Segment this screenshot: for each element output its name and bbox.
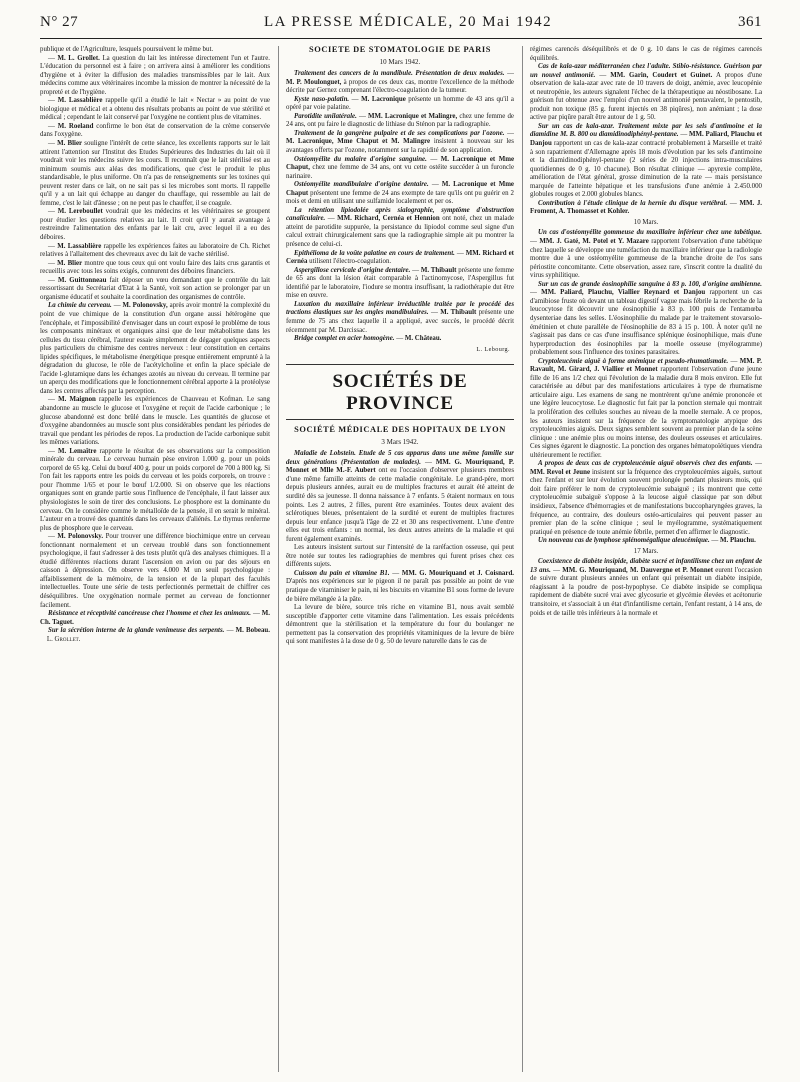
column-middle	[286, 46, 514, 1072]
paragraph: — M. Maignon rappelle les expériences de Chauveau et Kofman. Le sang abandonne au muscle le glucose et l'oxygène et reçoit de l'acide carbonique ; le glucose abandonné est donc brûlé dans le muscle. Les quantités de glucose et d'oxygène abandonnées au muscle sont plus considérables pendant les périodes de travail que pendant les périodes de repos. La production de l'acide carbonique subit les mêmes variations.	[40, 396, 270, 447]
paragraph: Sur la sécrétion interne de la glande venimeuse des serpents. — M. Bobeau. L. Grollet.	[46, 627, 270, 643]
paragraph: Contribution à l'étude clinique de la hernie du disque vertébral. — MM. J. Froment, A. Thomasset et Kohler.	[530, 199, 762, 216]
paragraph: Traitement des cancers de la mandibule. Présentation de deux malades. — M. P. Moulonguet, à propos de ces deux cas, montre l'excellence de la méthode décrite par Gernez comprenant l'électro-coagulation de la tumeur.	[286, 70, 514, 95]
paragraph: — M. Lereboullet voudrait que les médecins et les vétérinaires se groupent pour étudier les questions relatives au lait. Il croit qu'il y aurait avantage à restreindre l'alimentation des enfants par le lait cru, avec lequel il a eu des déboires.	[40, 208, 270, 242]
paragraph: — M. Lassablière rappelle les expériences faites au laboratoire de Ch. Richet relatives à l'allaitement des chevreaux avec du lait de vache stérilisé.	[40, 242, 270, 259]
paragraph: Un nouveau cas de lymphose splénomégalique aleucémique. — M. Plauchu.	[538, 537, 756, 545]
paragraph: Bridge complet en acier homogène. — M. Château.	[294, 335, 442, 343]
paragraph: Les auteurs insistent surtout sur l'intensité de la raréfaction osseuse, qui peut être notée sur toutes les radiographies de membres qui furent prises chez ces différents sujets.	[286, 544, 514, 569]
paragraph: Maladie de Lobstein. Etude de 5 cas apparus dans une même famille sur deux générations (Présentation de malades). — MM. G. Mouriquand, P. Monnet et Mlle M.-F. Aubert ont eu l'occasion d'observer plusieurs membres d'une même famille atteints de cette maladie congénitale. Le grand-père, mort depuis plusieurs années, aurait eu de multiples fractures et aurait été atteint de surdité dès sa jeunesse. Il donna naissance à 7 enfants. 5 étaient normaux en tous points. Les 2 autres, 2 filles, purent être examinées. Toutes deux avaient des sclérotiques bleues, présentaient de la surdité et eurent de multiples fractures depuis leur enfance jusqu'à l'âge de 22 et 30 ans respectivement. L'une d'entre elles eut trois enfants : un normal, les deux autres atteints de la maladie et qui furent également examinés.	[286, 450, 514, 543]
paragraph: Résistance et réceptivité cancéreuse chez l'homme et chez les animaux. — M. Ch. Taguet.	[40, 610, 270, 626]
section-title: SOCIÉTÉ DE STOMATOLOGIE DE PARIS	[309, 46, 491, 54]
section-date: 10 Mars 1942.	[379, 57, 421, 66]
paragraph: Cryptoleucémie aiguë à forme anémique et pseudo-rhumatismale. — MM. P. Ravault, M. Girard, J. Viallier et Monnet rapportent l'observation d'une jeune fille de 16 ans 1/2 chez qui l'évolution de la maladie dura 8 mois environ. Elle fut caractérisée au début par des manifestations articulaires à type de rhumatisme articulaire aigu. Les examens de sang ne montrèrent qu'une anémie prononcée et une légère leucocytose. Le diagnostic fut fait par la ponction sternale qui montrait la prolifération des cellules souches au niveau de la moelle sternale. A ce propos, les auteurs insistent sur la fréquence de la symptomatologie atypique des cryptoleucémies aiguës. Deux signes semblent souvent au premier plan de la scène clinique : une anémie plus ou moins intense, des douleurs osseuses et articulaires. Ces signes égarent le diagnostic. La ponction des organes hématopoïétiques viendra ultérieurement le rectifier.	[530, 357, 762, 459]
paragraph: — M. Polonovsky. Pour trouver une différence biochimique entre un cerveau fonctionnant normalement et un cerveau troublé dans son fonctionnement psychologique, il faut s'adresser à des tests plutôt qu'à des analyses chimiques. Il a étudié différentes réactions durant l'ascension en avion ou par des séjours en caisson à dépression. On observe vers 4.000 M un seuil psychologique : affaiblissement de la mémoire, de la tension et de la plupart des facultés intellectuelles. Toute une série de tests perfectionnés permettait de chiffrer ces déséquilibres. Une oxygénation normale permet au cerveau de fonctionner facilement.	[40, 533, 270, 609]
paragraph: — M. Guittonneau fait déposer un vœu demandant que le contrôle du lait ressortissant du Secrétariat d'Etat à la Santé, voit son action se prolonger par un organisme éducatif et souhaite la coordination des organismes de contrôle.	[40, 276, 270, 301]
section-date: 17 Mars.	[633, 547, 659, 555]
paragraph: — M. Roeland confirme le bon état de conservation de la crème conservée dans l'oxygène.	[40, 122, 270, 139]
paragraph: La levure de bière, source très riche en vitamine B1, nous avait semblé susceptible d'apporter cette vitamine dans l'alimentation. Les essais précédents démontrent que la stérilisation et la température du four du boulanger ne permettent pas la conservation des propriétés vitaminiques de la levure de bière qui sont manifestes à la dose de 0 g. 50 de levure naturelle dans le cas de	[286, 604, 514, 646]
issue-number: N° 27	[40, 14, 79, 30]
paragraph: Traitement de la gangrène pulpaire et de ses complications par l'ozone. — M. Lacronique, Mme Chaput et M. Malingre insistent à nouveau sur les avantages offerts par l'ozone, notamment sur la rapidité de son application.	[286, 129, 514, 155]
paragraph: Epithélioma de la voûte palatine en cours de traitement. — MM. Richard et Cernéa utilisent l'électro-coagulation.	[286, 249, 514, 266]
signature: L. Grollet.	[46, 635, 81, 643]
paragraph: La rétention lipiodolée après sialographie, symptôme d'obstruction canaliculaire. — MM. Richard, Cernéa et Hennion ont noté, chez un malade atteint de parotidite suppurée, la persistance du lipiodol comme seul signe d'un calcul extrait chirurgicalement sans que la radiographie simple ait pu montrer la présence de celui-ci.	[286, 206, 514, 249]
section-title: SOCIÉTÉ MÉDICALE DES HOPITAUX DE LYON	[294, 425, 506, 435]
column-right	[530, 46, 762, 1072]
column-divider	[522, 46, 523, 1072]
paragraph: Sur un cas de grande éosinophilie sanguine à 83 p. 100, d'origine amibienne. — MM. Paliard, Plauchu, Viallier Reynard et Danjou rapportent un cas d'amibiose fruste où devant un tableau digestif vague mais fébrile la recherche de la leucocytose fit découvrir une éosinophilie à 83 p. 100 puis de l'entamœba dysenteriae dans les selles. L'éosinophilie du malade par le traitement stovarsolo-émétinien et chute parallèle de l'éosinophilie de 83 à 15 p. 100. À noter qu'il ne s'agissait pas dans ce cas d'une insuffisance splénique éosinophilique, mais d'une hyperproduction des éosinophiles par la moelle osseuse (myélogramme) probablement sous l'influence des toxines parasitaires.	[530, 280, 762, 357]
paragraph: A propos de deux cas de cryptoleucémie aiguë observés chez des enfants. — MM. Revol et Jeune insistent sur la fréquence des cryptoleucémies aiguës, surtout chez l'enfant et sur leur évolution souvent prolongée pendant plusieurs mois, qui doit faire préférer le nom de cryptoleucémie subaiguë ; ils montrent que cette cryptoleucémie subaiguë s'oppose à la leucose aiguë classique par son début insidieux, l'absence d'hémorragies et de manifestations buccopharyngées graves, la fréquence, au contraire, des douleurs ostéo-articulaires qui peuvent passer au premier plan de la scène clinique ; seul le myélogramme, systématiquement pratiqué en présence de toute anémie fébrile, permet d'en affirmer le diagnostic.	[530, 460, 762, 536]
paragraph: Parotidite unilatérale. — MM. Lacronique et Malingre, chez une femme de 24 ans, ont pu faire le diagnostic de lithiase du Sténon par la radiographie.	[286, 112, 514, 129]
page-header	[40, 14, 762, 38]
section-date: 3 Mars 1942.	[381, 437, 419, 446]
section-heading: SOCIÉTÉS DE PROVINCE	[286, 364, 514, 420]
column-divider	[278, 46, 279, 1072]
paragraph: — M. Blier souligne l'intérêt de cette séance, les excellents rapports sur le lait attirent l'attention sur l'Institut des Etudes Supérieures des Industries du lait où il voudrait voir les médecins suivre les cours. Il reconnaît que le lait stérilisé est au minimum soumis aux aléas des modifications, que c'est le produit le plus standardisable, le plus uniforme. On n'a pas de renseignements sur les toxines qui peuvent rester dans ce lait, on ne sait pas si les microbes sont morts. Il rappelle qu'il y a un lait qui échappe au danger du chauffage, qui ressemble au lait de femme, c'est le lait d'ânesse ; on ne peut pas le chauffer, il se coagule.	[40, 140, 270, 207]
paragraph: Sur un cas de kala-azar. Traitement mixte par les sels d'antimoine et la diamidine M. B. 800 ou diamidinodiphényl-pentane. — MM. Paliard, Plauchu et Danjou rapportent un cas de kala-azar contracté probablement à Marseille et traité à son rapatriement d'Allemagne après 18 mois d'évolution par les sels d'antimoine et la diamidinodiphényl-pentane (2 séries de 20 injections intra-musculaires quotidiennes de 0 g. 10 chacune). Bon résultat clinique — apyrexie complète, amélioration de l'état général, grosse diminution de la rate — mais persistance marquée de l'atteinte hépatique et les transfusions d'une anémie à 2.450.000 globules rouges et 2.000 globules blancs.	[530, 122, 762, 199]
paragraph: publique et de l'Agriculture, lesquels poursuivent le même but.	[40, 46, 214, 53]
page-number: 361	[738, 14, 762, 30]
paragraph: Cas de kala-azar méditerranéen chez l'adulte. Stibio-résistance. Guérison par un nouvel antimonié. — MM. Garin, Coudert et Guinet. A propos d'une observation de kala-azar avec rate de 10 travers de doigt, anémie, avec leucopénie et neutropénie, les auteurs signalent l'échec de la thérapeutique au néostibosane. La guérison fut obtenue avec l'emploi d'un nouvel antimonié pentavalent, le pentostib, produit non toxique (85 g. furent injectés en 38 piqûres), non anémiant ; la dose active par piqûre paraît être autour de 1 g. 50.	[530, 63, 762, 122]
paragraph: — M. Blier montre que tous ceux qui ont voulu faire des laits crus garantis et recueillis avec tous les soins exigés, connurent des déboires financiers.	[40, 259, 270, 276]
paragraph: Coexistence de diabète insipide, diabète sucré et infantilisme chez un enfant de 13 ans. — MM. G. Mouriquand, M. Dauvergne et P. Monnet eurent l'occasion de suivre durant plusieurs années un enfant qui présentait un diabète insipide, réagissant à la poudre de post-hypophyse. Ce diabète insipide se compliqua rapidement de diabète sucré vrai avec glycosurie et glycémie élevées et acétonurie transitoire, et s'associait à un état d'infantilisme certain, l'enfant restant, à 14 ans, de poids et de taille très inférieurs à la normale et	[530, 558, 762, 617]
column-left	[40, 46, 270, 1072]
paragraph: — M. L. Grollet. La question du lait les intéresse directement l'un et l'autre. L'éducation du personnel est à faire ; on arrivera ainsi à améliorer les conditions d'hygiène et à éviter la diffusion des maladies transmissibles par le lait. Aux médecins comme aux vétérinaires incombe la mission de montrer la nécessité de la propreté et de l'hygiène.	[40, 54, 270, 96]
paragraph: Luxation du maxillaire inférieur irréductible traitée par le procédé des tractions élastiques sur les angles mandibulaires. — M. Thibault présente une femme de 75 ans chez laquelle il a appliqué, avec succès, le procédé décrit récemment par M. Darcissac.	[286, 300, 514, 334]
paragraph: régimes carencés déséquilibrés et de 0 g. 10 dans le cas de régimes carencés équilibrés.	[530, 46, 762, 62]
header-rule	[40, 38, 762, 39]
paragraph: Ostéomyélite du malaire d'origine sanguine. — M. Lacronique et Mme Chaput, chez une femme de 34 ans, ont vu cette ostéite succéder à un furoncle narinaire.	[286, 155, 514, 180]
section-date: 10 Mars.	[633, 218, 659, 226]
paragraph: La chimie du cerveau. — M. Polonovsky, après avoir montré la complexité du point de vue chimique de la constitution d'un organe aussi hétérogène que l'encéphale, et l'impossibilité d'envisager dans un court exposé le problème de tous les composants minéraux et organiques ainsi que de leur métabolisme dans les cellules du tissu cérébral, l'auteur essaie simplement de dégager quelques aspects plus particuliers du chimisme des centres nerveux : leur constitution en certains lipides spécifiques, le métabolisme énergétique presque entièrement emprunté à la dégradation du glucose, le rôle de l'acétylcholine et enfin la place spéciale de l'acide l-glutamique dans les échanges azotés au niveau du cerveau. Il termine par un aperçu des modifications que le fonctionnement cérébral apporte à la protéolyse dans les centres affectés par la perception.	[40, 302, 270, 395]
paragraph: Un cas d'ostéomyélite gommeuse du maxillaire inférieur chez une tabétique. — MM. J. Gaté, M. Potel et Y. Mazare rapportent l'observation d'une tabétique chez laquelle se développe une tuméfaction du maxillaire inférieur que la radiologie montre due à une ostéomyélite gommeuse de la branche droite de l'os sans périostite concomitante. Cette observation, assez rare, s'inscrit contre la dualité du virus syphilitique.	[530, 229, 762, 280]
journal-title: LA PRESSE MÉDICALE, 20 Mai 1942	[263, 14, 553, 30]
paragraph: Ostéomyélite mandibulaire d'origine dentaire. — M. Lacronique et Mme Chaput présentent une femme de 24 ans exempte de tare qu'ils ont pu guérir en 2 mois et demi en utilisant une sulfamide localement et per os.	[286, 181, 514, 206]
signature: L. Lebourg.	[476, 345, 510, 353]
paragraph: — M. Lemaître rapporte le résultat de ses observations sur la composition minérale du cerveau. Le cerveau humain pèse environ 1.000 g. pour un poids corporel de 65 kg. Celui du bœuf 400 g. pour un poids corporel de 700 à 800 kg. Si l'on fait les rapports entre les poids du cerveau et les poids corporels, on trouve : pour l'homme 1/65 et pour le bœuf 1/2.000. Si on observe que les réactions organiques sont en grande partie sous l'influence de l'encéphale, il faut laisser aux physiologistes le soin de tirer des conclusions. Le phosphore est la dominante du cerveau. On le considère comme le métalloïde de la pensée, il en serait le minéral. L'auteur en a trouvé des quantités dans les cerveaux d'aliénés. Le thymus renferme plus de phosphore que le cerveau.	[40, 447, 270, 532]
paragraph: — M. Lassablière rappelle qu'il a étudié le lait « Nectar » au point de vue biologique et médical et a obtenu des résultats probants au point de vue stérilité et médical ; cependant le lait conservé par l'oxygène ne contient plus de vitamines.	[40, 97, 270, 122]
paragraph: Kyste naso-palatin. — M. Lacronique présente un homme de 43 ans qu'il a opéré par voie palatine.	[286, 95, 514, 112]
paragraph: Cuisson du pain et vitamine B1. — MM. G. Mouriquand et J. Coisnard. D'après nos expériences sur le pigeon il ne paraît pas possible au point de vue pratique de vitaminiser le pain, ni les biscuits en vitamine B1 sous forme de levure de bière mélangée à la pâte.	[286, 569, 514, 603]
paragraph: Aspergillose cervicale d'origine dentaire. — M. Thibault présente une femme de 65 ans dont la lésion était comparable à l'actinomycose, l'Aspergillus fut identifié par le laboratoire, l'iodure se montra insuffisant, la radiothérapie dut être mise en œuvre.	[286, 266, 514, 300]
